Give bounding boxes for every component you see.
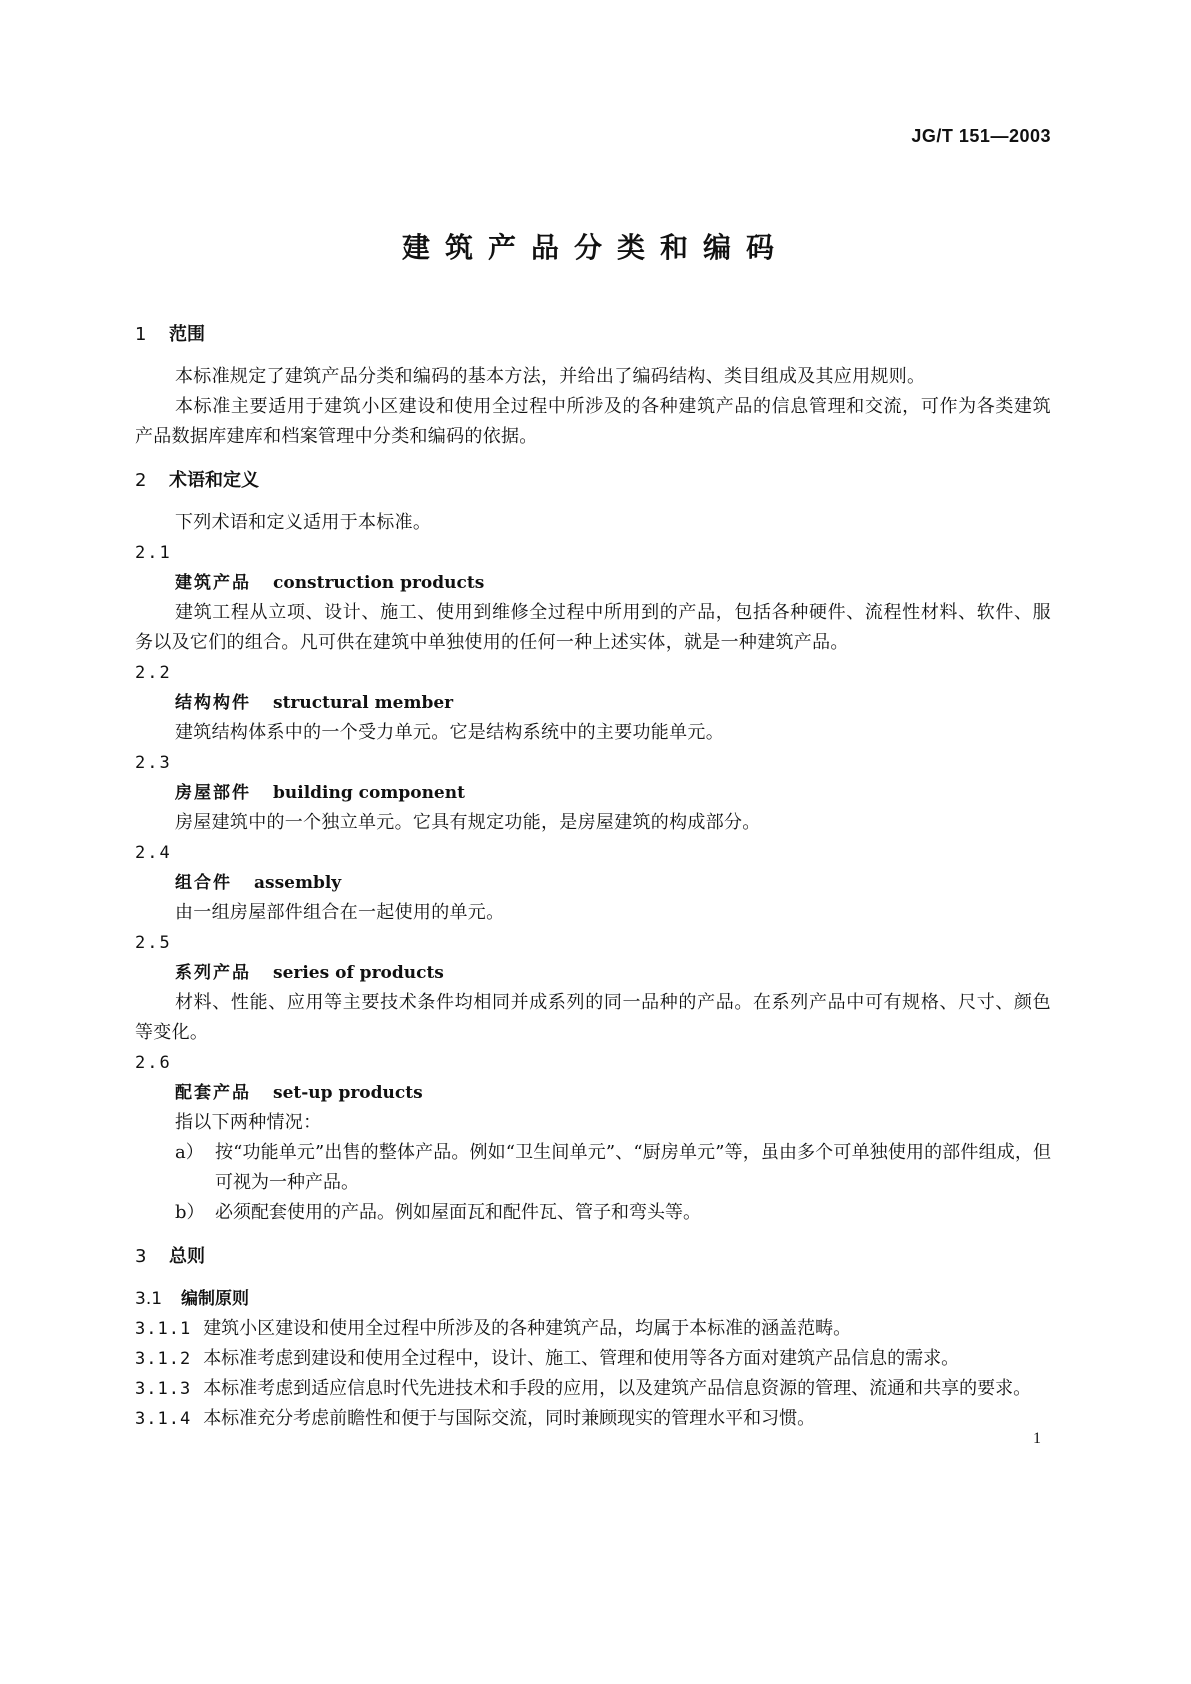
term-definition: 材料、性能、应用等主要技术条件均相同并成系列的同一品种的产品。在系列产品中可有规格、尺寸、颜色等变化。 (135, 992, 1051, 1043)
list-text: 按“功能单元”出售的整体产品。例如“卫生间单元”、“厨房单元”等，虽由多个可单独使用的部件组成，但可视为一种产品。 (215, 1142, 1051, 1193)
paragraph: 本标准主要适用于建筑小区建设和使用全过程中所涉及的各种建筑产品的信息管理和交流，可作为各类建筑产品数据库建库和档案管理中分类和编码的依据。 (135, 396, 1051, 447)
term-definition: 建筑结构体系中的一个受力单元。它是结构系统中的主要功能单元。 (175, 722, 724, 743)
term-number: 2.4 (135, 843, 172, 863)
term-number: 2.1 (135, 543, 172, 563)
term-entry (135, 1078, 1051, 1108)
term-definition: 房屋建筑中的一个独立单元。它具有规定功能，是房屋建筑的构成部分。 (175, 812, 761, 833)
term-zh: 组合件 (175, 873, 232, 893)
section-title: 范围 (169, 324, 205, 345)
term-entry (135, 688, 1051, 718)
term-entry (135, 958, 1051, 988)
term-number: 2.2 (135, 663, 172, 683)
term-definition: 建筑工程从立项、设计、施工、使用到维修全过程中所用到的产品，包括各种硬件、流程性材料、软件、服务以及它们的组合。凡可供在建筑中单独使用的任何一种上述实体，就是一种建筑产品。 (135, 602, 1051, 653)
term-zh: 配套产品 (175, 1083, 251, 1103)
section-1-heading (135, 320, 1051, 350)
paragraph: 下列术语和定义适用于本标准。 (175, 512, 432, 533)
clause (135, 1314, 1051, 1344)
subsection-number: 3.1 (135, 1289, 163, 1309)
section-number: 2 (135, 470, 147, 491)
clause-number: 3.1.3 (135, 1379, 192, 1399)
term-en: building component (273, 783, 465, 803)
term-entry (135, 778, 1051, 808)
list-text: 必须配套使用的产品。例如屋面瓦和配件瓦、管子和弯头等。 (215, 1202, 701, 1223)
section-title: 术语和定义 (169, 470, 259, 491)
clause (135, 1404, 1051, 1434)
section-3-heading (135, 1242, 1051, 1272)
section-number: 3 (135, 1246, 147, 1267)
clause-text: 本标准考虑到建设和使用全过程中，设计、施工、管理和使用等各方面对建筑产品信息的需求。 (203, 1348, 960, 1369)
term-en: set-up products (273, 1083, 423, 1103)
subsection-title: 编制原则 (181, 1289, 249, 1309)
page-number: 1 (1033, 1430, 1041, 1447)
clause (135, 1374, 1051, 1404)
list-marker: b） (175, 1202, 205, 1223)
subsection-heading (135, 1284, 1051, 1314)
term-en: series of products (273, 963, 444, 983)
section-title: 总则 (169, 1246, 205, 1267)
term-zh: 系列产品 (175, 963, 251, 983)
term-zh: 房屋部件 (175, 783, 251, 803)
list-item (135, 1138, 1051, 1198)
clause-number: 3.1.4 (135, 1409, 192, 1429)
term-number: 2.5 (135, 933, 172, 953)
paragraph: 本标准规定了建筑产品分类和编码的基本方法，并给出了编码结构、类目组成及其应用规则。 (175, 366, 926, 387)
document-title: 建筑产品分类和编码 (401, 231, 789, 264)
term-en: structural member (273, 693, 454, 713)
term-entry (135, 568, 1051, 598)
clause (135, 1344, 1051, 1374)
term-en: construction products (273, 573, 485, 593)
term-number: 2.3 (135, 753, 172, 773)
clause-text: 本标准充分考虑前瞻性和便于与国际交流，同时兼顾现实的管理水平和习惯。 (203, 1408, 816, 1429)
clause-text: 建筑小区建设和使用全过程中所涉及的各种建筑产品，均属于本标准的涵盖范畴。 (203, 1318, 852, 1339)
section-number: 1 (135, 324, 147, 345)
list-marker: a） (175, 1142, 204, 1163)
term-en: assembly (254, 873, 342, 893)
section-2-heading (135, 466, 1051, 496)
list-item (135, 1198, 1051, 1228)
clause-number: 3.1.1 (135, 1319, 192, 1339)
term-entry (135, 868, 1051, 898)
term-definition: 由一组房屋部件组合在一起使用的单元。 (175, 902, 505, 923)
term-zh: 建筑产品 (175, 573, 251, 593)
term-zh: 结构构件 (175, 693, 251, 713)
clause-text: 本标准考虑到适应信息时代先进技术和手段的应用，以及建筑产品信息资源的管理、流通和共享的要求。 (203, 1378, 1032, 1399)
standard-code: JG/T 151—2003 (911, 126, 1051, 146)
term-number: 2.6 (135, 1053, 172, 1073)
clause-number: 3.1.2 (135, 1349, 192, 1369)
document-body (135, 320, 1051, 1434)
term-definition: 指以下两种情况： (175, 1112, 322, 1133)
